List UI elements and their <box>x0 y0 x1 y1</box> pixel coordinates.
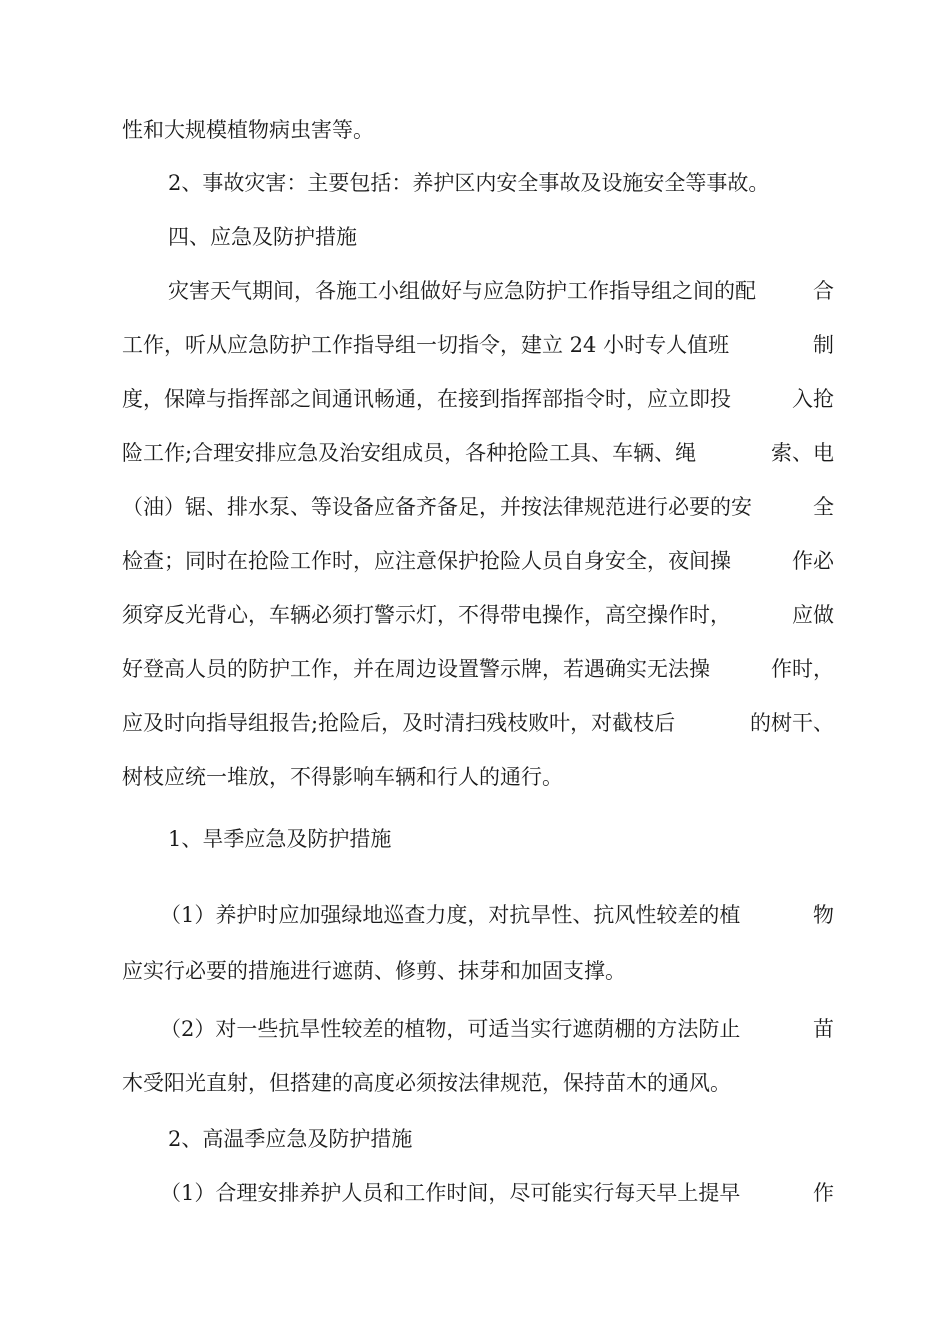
text-segment: 木受阳光直射，但搭建的高度必须按法律规范，保持苗木的通风。 <box>122 1071 731 1095</box>
text-segment: 作 <box>813 1181 834 1205</box>
text-line <box>122 438 834 468</box>
section-heading <box>168 222 834 252</box>
text-segment: 性和大规模植物病虫害等。 <box>122 118 374 142</box>
text-segment: 检查；同时在抢险工作时，应注意保护抢险人员自身安全，夜间操 <box>122 549 731 573</box>
section-heading <box>168 824 834 854</box>
text-segment: （1）养护时应加强绿地巡查力度，对抗旱性、抗风性较差的植 <box>160 903 741 927</box>
text-line <box>160 900 834 930</box>
text-segment: 四、应急及防护措施 <box>168 225 357 249</box>
text-segment: 须穿反光背心，车辆必须打警示灯，不得带电操作，高空操作时， <box>122 603 731 627</box>
text-segment: （1）合理安排养护人员和工作时间，尽可能实行每天早上提早 <box>160 1181 741 1205</box>
text-line <box>160 1178 834 1208</box>
text-segment: 应实行必要的措施进行遮荫、修剪、抹芽和加固支撑。 <box>122 959 626 983</box>
text-segment: 全 <box>813 495 834 519</box>
section-heading <box>168 1124 834 1154</box>
text-line <box>122 546 834 576</box>
text-segment: 工作，听从应急防护工作指导组一切指令，建立 24 小时专人值班 <box>122 333 730 357</box>
text-segment: 索、电 <box>771 441 834 465</box>
text-line <box>122 956 834 986</box>
text-segment: 2、高温季应急及防护措施 <box>168 1127 413 1151</box>
text-segment: 应做 <box>792 603 834 627</box>
text-segment: 度，保障与指挥部之间通讯畅通，在接到指挥部指令时，应立即投 <box>122 387 731 411</box>
text-segment: 制 <box>813 333 834 357</box>
text-segment: 树枝应统一堆放，不得影响车辆和行人的通行。 <box>122 765 563 789</box>
text-line <box>122 600 834 630</box>
text-line <box>122 762 834 792</box>
text-line <box>122 1068 834 1098</box>
text-segment: 灾害天气期间，各施工小组做好与应急防护工作指导组之间的配 <box>168 279 756 303</box>
text-segment: 物 <box>813 903 834 927</box>
text-line <box>122 115 834 145</box>
text-segment: 1、旱季应急及防护措施 <box>168 827 392 851</box>
text-line <box>122 330 834 360</box>
text-line <box>168 168 834 198</box>
text-segment: （油）锯、排水泵、等设备应备齐备足，并按法律规范进行必要的安 <box>122 495 752 519</box>
text-line <box>122 384 834 414</box>
text-segment: 作时， <box>771 657 834 681</box>
text-segment: 的树干、 <box>750 711 834 735</box>
text-segment: 2、事故灾害：主要包括：养护区内安全事故及设施安全等事故。 <box>168 171 770 195</box>
text-segment: 合 <box>813 279 834 303</box>
text-segment: 入抢 <box>792 387 834 411</box>
text-line <box>168 276 834 306</box>
text-segment: （2）对一些抗旱性较差的植物，可适当实行遮荫棚的方法防止 <box>160 1017 741 1041</box>
text-segment: 好登高人员的防护工作，并在周边设置警示牌，若遇确实无法操 <box>122 657 710 681</box>
text-segment: 险工作;合理安排应急及治安组成员，各种抢险工具、车辆、绳 <box>122 441 697 465</box>
text-segment: 作必 <box>792 549 834 573</box>
text-segment: 苗 <box>813 1017 834 1041</box>
text-line <box>122 492 834 522</box>
text-segment: 应及时向指导组报告;抢险后，及时清扫残枝败叶，对截枝后 <box>122 711 676 735</box>
text-line <box>160 1014 834 1044</box>
text-line <box>122 654 834 684</box>
text-line <box>122 708 834 738</box>
